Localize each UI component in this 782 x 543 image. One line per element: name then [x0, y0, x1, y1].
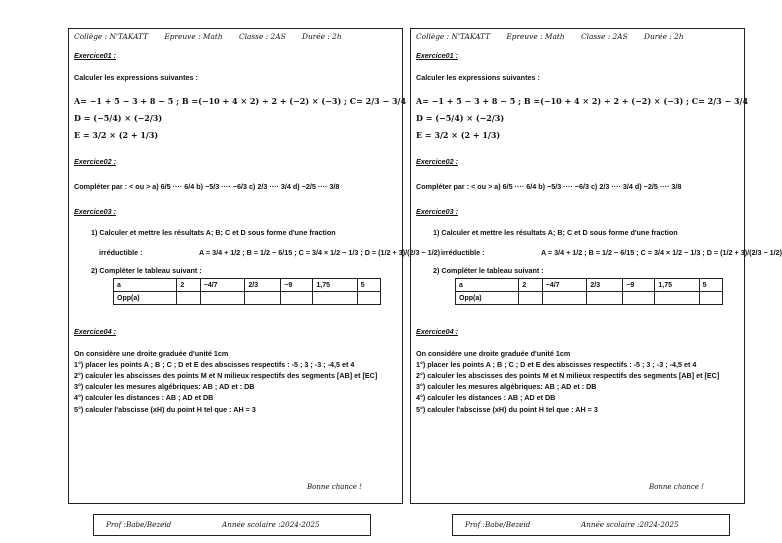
duree-label: Durée : 2h	[302, 32, 342, 41]
exercise-2-title: Exercice02 :	[74, 157, 116, 166]
expression-a-b-c: A= −1 + 5 − 3 + 8 − 5 ; B =(−10 + 4 × 2) ÷ 2 + (−2) × (−3) ; C= 2/3 − 3/4	[416, 96, 749, 106]
exercise-3-question-2: 2) Compléter le tableau suivant :	[91, 266, 202, 275]
table-cell	[245, 292, 281, 305]
exercise-4-line-1: On considère une droite graduée d'unité 1cm	[74, 349, 229, 358]
exercise-1-instruction: Calculer les expressions suivantes :	[74, 73, 198, 82]
table-cell: Opp(a)	[114, 292, 177, 305]
exercise-3-question-2: 2) Compléter le tableau suivant :	[433, 266, 544, 275]
exercise-4-line-5: 4°) calculer les distances : AB ; AD et DB	[74, 393, 214, 402]
expression-d: D = (−5/4) × (−2/3)	[74, 113, 163, 123]
college-label: Collège : N'TAKATT	[416, 32, 491, 41]
exercise-4-line-2: 1°) placer les points A ; B ; C ; D et E des abscisses respectifs : -5 ; 3 ; -3 ; -4,5 et 4	[74, 360, 355, 369]
opposite-table	[455, 278, 723, 305]
exercise-4-line-4: 3°) calculer les mesures algébriques: AB ; AD et : DB	[416, 382, 597, 391]
school-year-label: Année scolaire :2024-2025	[581, 520, 679, 529]
table-cell: 2/3	[245, 279, 281, 292]
epreuve-label: Epreuve : Math	[164, 32, 223, 41]
table-cell: 2	[177, 279, 200, 292]
school-year-label: Année scolaire :2024-2025	[222, 520, 320, 529]
exercise-1-instruction: Calculer les expressions suivantes :	[416, 73, 540, 82]
exercise-3-question-1: 1) Calculer et mettre les résultats A; B; C et D sous forme d'une fraction	[91, 228, 336, 237]
exercise-4-line-3: 2°) calculer les abscisses des points M et N milieux respectifs des segments [AB] et [EC]	[74, 371, 378, 380]
classe-label: Classe : 2AS	[580, 32, 628, 41]
table-cell: 5	[699, 279, 722, 292]
footer-box-left	[93, 514, 371, 536]
exercise-2-instruction: Compléter par : < ou > a) 6/5 ···· 6/4 b) −5/3 ···· −6/3 c) 2/3 ···· 3/4 d) −2/5 ···· 3/8	[416, 182, 682, 191]
exercise-3-title: Exercice03 :	[416, 207, 458, 216]
table-cell	[699, 292, 722, 305]
closing-text: Bonne chance !	[649, 483, 704, 491]
table-cell	[623, 292, 655, 305]
table-cell: 2/3	[587, 279, 623, 292]
exam-sheet-left	[68, 28, 441, 504]
prof-label: Prof :Babe/Bezeid	[106, 520, 172, 529]
table-cell: 5	[357, 279, 380, 292]
table-cell	[357, 292, 380, 305]
epreuve-label: Epreuve : Math	[506, 32, 565, 41]
exercise-4-line-1: On considère une droite graduée d'unité 1cm	[416, 349, 571, 358]
exercise-4-line-5: 4°) calculer les distances : AB ; AD et DB	[416, 393, 556, 402]
table-cell	[519, 292, 542, 305]
exercise-1-title: Exercice01 :	[74, 51, 116, 60]
table-cell	[542, 292, 587, 305]
table-cell: −9	[281, 279, 313, 292]
exercise-4-line-6: 5°) calculer l'abscisse (xH) du point H tel que : AH = 3	[416, 405, 598, 414]
exam-sheet-right	[410, 28, 782, 504]
exercise-3-question-1: 1) Calculer et mettre les résultats A; B; C et D sous forme d'une fraction	[433, 228, 678, 237]
table-cell: −9	[623, 279, 655, 292]
table-cell: −4/7	[200, 279, 245, 292]
footer-box-right	[452, 514, 730, 536]
table-cell	[281, 292, 313, 305]
exercise-3-expressions: A = 3/4 + 1/2 ; B = 1/2 − 6/15 ; C = 3/4 × 1/2 − 1/3 ; D = (1/2 + 3)/(2/3 − 1/2)	[199, 248, 441, 257]
table-cell: 1,75	[313, 279, 357, 292]
table-cell	[587, 292, 623, 305]
table-cell	[177, 292, 200, 305]
table-cell: a	[114, 279, 177, 292]
table-cell	[655, 292, 699, 305]
table-cell: Opp(a)	[456, 292, 519, 305]
table-row	[456, 292, 723, 305]
opposite-table	[113, 278, 381, 305]
expression-e: E = 3/2 × (2 + 1/3)	[416, 130, 501, 140]
table-cell: −4/7	[542, 279, 587, 292]
table-cell: a	[456, 279, 519, 292]
exercise-3-expressions: A = 3/4 + 1/2 ; B = 1/2 − 6/15 ; C = 3/4 × 1/2 − 1/3 ; D = (1/2 + 3)/(2/3 − 1/2)	[541, 248, 782, 257]
exercise-4-line-6: 5°) calculer l'abscisse (xH) du point H tel que : AH = 3	[74, 405, 256, 414]
table-row	[114, 279, 381, 292]
prof-label: Prof :Babe/Bezeid	[465, 520, 531, 529]
table-cell: 1,75	[655, 279, 699, 292]
table-row	[456, 279, 723, 292]
table-cell: 2	[519, 279, 542, 292]
expression-d: D = (−5/4) × (−2/3)	[416, 113, 505, 123]
sheet-header	[74, 32, 398, 42]
table-row	[114, 292, 381, 305]
exercise-4-line-2: 1°) placer les points A ; B ; C ; D et E des abscisses respectifs : -5 ; 3 ; -3 ; -4,5 et 4	[416, 360, 697, 369]
exercise-3-irreductible: irréductible :	[441, 248, 485, 257]
exercise-2-title: Exercice02 :	[416, 157, 458, 166]
table-cell	[313, 292, 357, 305]
exercise-4-line-4: 3°) calculer les mesures algébriques: AB ; AD et : DB	[74, 382, 255, 391]
table-cell	[200, 292, 245, 305]
exercise-2-instruction: Compléter par : < ou > a) 6/5 ···· 6/4 b) −5/3 ···· −6/3 c) 2/3 ···· 3/4 d) −2/5 ···· 3/8	[74, 182, 340, 191]
exercise-1-title: Exercice01 :	[416, 51, 458, 60]
closing-text: Bonne chance !	[307, 483, 362, 491]
exercise-4-title: Exercice04 :	[416, 327, 458, 336]
classe-label: Classe : 2AS	[238, 32, 286, 41]
sheet-header	[416, 32, 740, 42]
college-label: Collège : N'TAKATT	[74, 32, 149, 41]
exercise-4-line-3: 2°) calculer les abscisses des points M et N milieux respectifs des segments [AB] et [EC]	[416, 371, 720, 380]
exercise-3-irreductible: irréductible :	[99, 248, 143, 257]
exercise-3-title: Exercice03 :	[74, 207, 116, 216]
duree-label: Durée : 2h	[644, 32, 684, 41]
expression-e: E = 3/2 × (2 + 1/3)	[74, 130, 159, 140]
expression-a-b-c: A= −1 + 5 − 3 + 8 − 5 ; B =(−10 + 4 × 2) ÷ 2 + (−2) × (−3) ; C= 2/3 − 3/4	[74, 96, 407, 106]
exercise-4-title: Exercice04 :	[74, 327, 116, 336]
